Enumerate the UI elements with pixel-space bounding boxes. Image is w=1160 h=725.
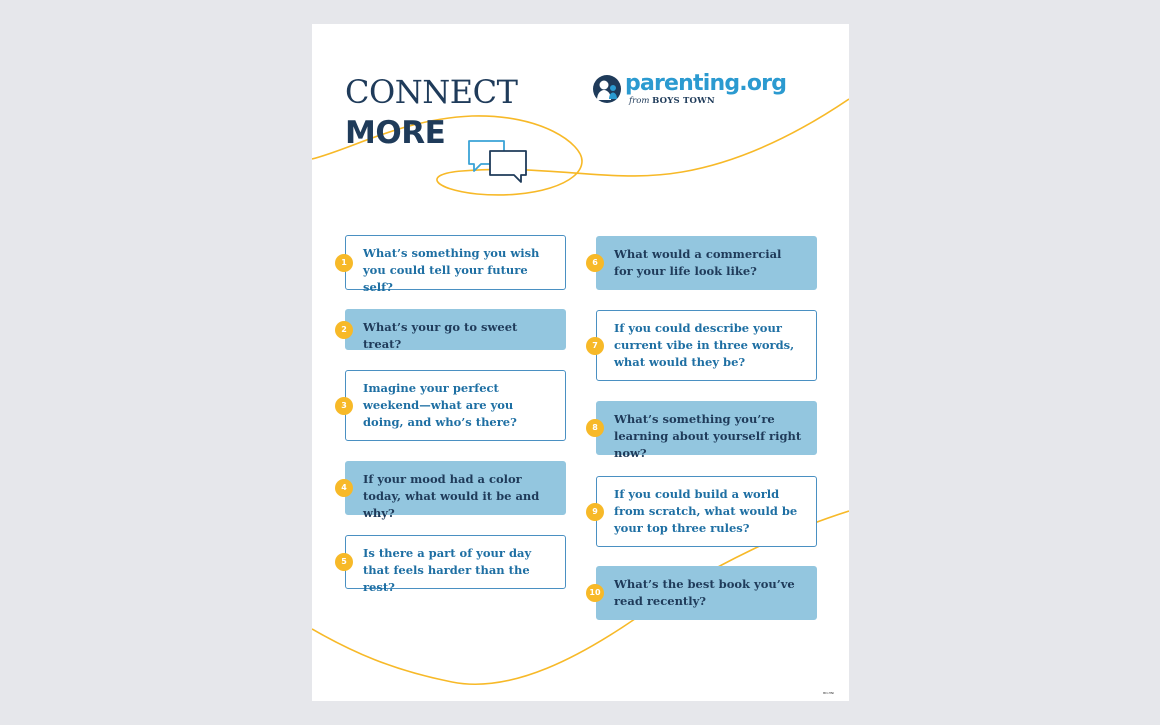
question-card-5 xyxy=(345,535,566,594)
parenting-org-logo xyxy=(592,71,787,114)
question-number-badge: 4 xyxy=(335,479,353,497)
family-circle-icon xyxy=(592,74,622,104)
chat-bubbles-icon xyxy=(466,138,530,190)
question-card-4 xyxy=(345,461,566,520)
question-text: What’s your go to sweet treat? xyxy=(363,320,518,351)
question-card-7 xyxy=(596,310,817,381)
question-number-badge: 9 xyxy=(586,503,604,521)
question-text: What’s the best book you’ve read recently? xyxy=(614,577,795,608)
title-more: MORE xyxy=(345,115,446,151)
question-text: Imagine your perfect weekend—what are you doing, and who’s there? xyxy=(363,381,517,429)
question-number-badge: 6 xyxy=(586,254,604,272)
title-connect: CONNECT xyxy=(345,73,518,111)
poster-page xyxy=(312,24,849,701)
question-card-10 xyxy=(596,566,817,620)
question-card-8 xyxy=(596,401,817,460)
question-card-6 xyxy=(596,236,817,290)
document-code: BD-HNI xyxy=(823,691,834,695)
question-number-badge: 3 xyxy=(335,397,353,415)
question-card-3 xyxy=(345,370,566,441)
logo-org: BOYS TOWN xyxy=(652,96,715,106)
question-number-badge: 8 xyxy=(586,419,604,437)
question-number-badge: 10 xyxy=(586,584,604,602)
question-number-badge: 7 xyxy=(586,337,604,355)
question-text: If you could build a world from scratch, what would be your top three rules? xyxy=(614,487,798,535)
question-number-badge: 2 xyxy=(335,321,353,339)
logo-wordmark: parenting.org xyxy=(625,71,787,96)
question-number-badge: 1 xyxy=(335,254,353,272)
logo-from: from xyxy=(629,96,650,106)
question-text: If your mood had a color today, what would it be and why? xyxy=(363,472,540,520)
question-text: If you could describe your current vibe in three words, what would they be? xyxy=(614,321,795,369)
question-text: What’s something you wish you could tell your future self? xyxy=(363,246,540,294)
question-text: What would a commercial for your life look like? xyxy=(614,247,782,278)
question-card-1 xyxy=(345,235,566,294)
question-card-2 xyxy=(345,309,566,350)
question-card-9 xyxy=(596,476,817,547)
logo-tagline xyxy=(629,96,715,106)
question-text: What’s something you’re learning about yourself right now? xyxy=(614,412,802,460)
question-text: Is there a part of your day that feels harder than the rest? xyxy=(363,546,532,594)
question-number-badge: 5 xyxy=(335,553,353,571)
